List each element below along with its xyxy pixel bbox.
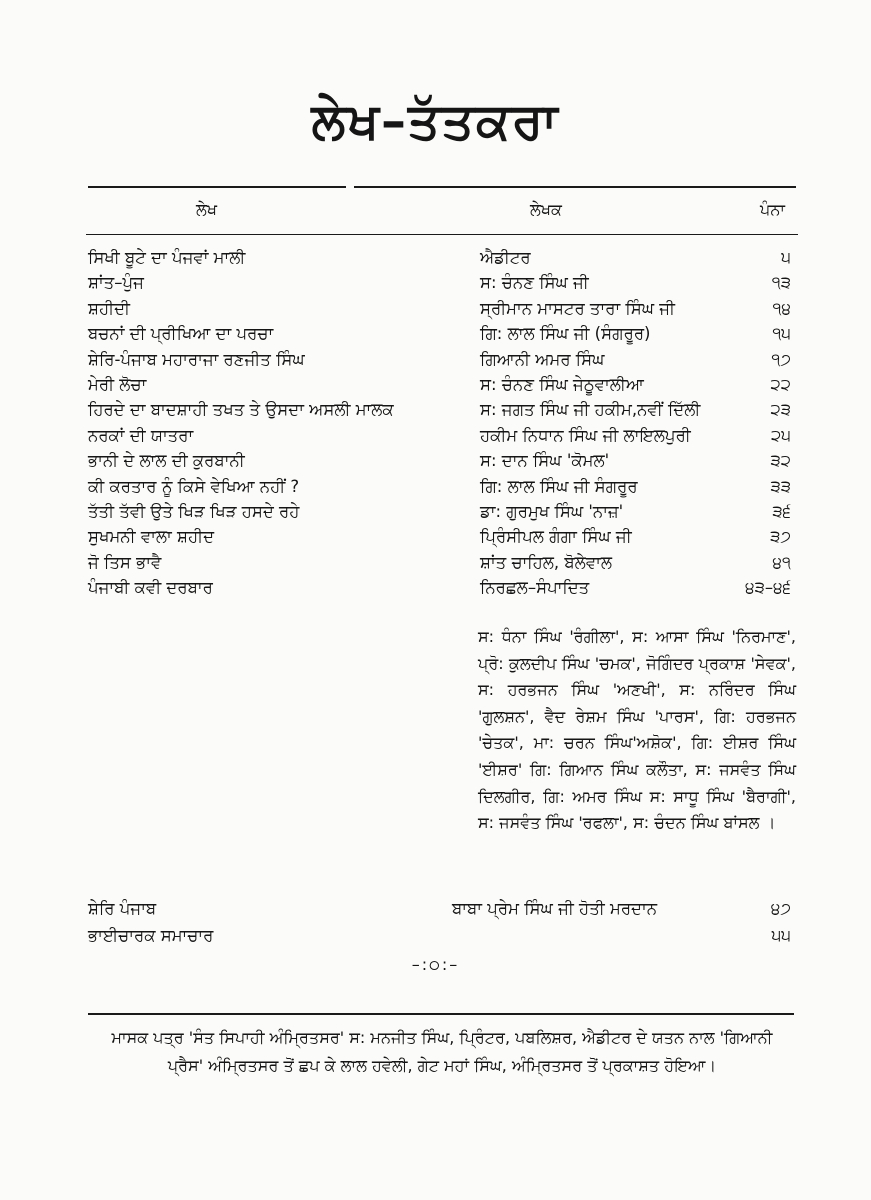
table-row bbox=[0, 372, 871, 397]
row-title: ਭਾਈਚਾਰਕ ਸਮਾਚਾਰ bbox=[88, 926, 214, 945]
table-row bbox=[0, 895, 871, 922]
row-title: ਸ਼ੇਰਿ-ਪੰਜਾਬ ਮਹਾਰਾਜਾ ਰਣਜੀਤ ਸਿੰਘ bbox=[88, 349, 305, 369]
row-page: ੧੪ bbox=[772, 298, 791, 318]
row-author: ਸ: ਦਾਨ ਸਿੰਘ 'ਕੋਮਲ' bbox=[480, 451, 610, 471]
row-author: ਗਿ: ਲਾਲ ਸਿੰਘ ਜੀ ਸੰਗਰੂਰ bbox=[480, 476, 638, 496]
row-author: ਪ੍ਰਿੰਸੀਪਲ ਗੰਗਾ ਸਿੰਘ ਜੀ bbox=[480, 527, 632, 547]
table-row bbox=[0, 474, 871, 499]
row-author: ਗਿਆਨੀ ਅਮਰ ਸਿੰਘ bbox=[480, 349, 605, 369]
row-page: ੩੩ bbox=[770, 476, 791, 496]
row-title: ਤੱਤੀ ਤੱਵੀ ਉਤੇ ਖਿੜ ਖਿੜ ਹਸਦੇ ਰਹੇ bbox=[88, 501, 300, 521]
table-row bbox=[0, 922, 871, 949]
row-title: ਹਿਰਦੇ ਦਾ ਬਾਦਸ਼ਾਹੀ ਤਖਤ ਤੇ ਉਸਦਾ ਅਸਲੀ ਮਾਲਕ bbox=[88, 400, 394, 420]
row-page: ੫ bbox=[781, 248, 791, 267]
top-rule-right bbox=[354, 186, 796, 188]
row-author: ਸ: ਚੰਨਣ ਸਿੰਘ ਜੇਠੂਵਾਲੀਆ bbox=[480, 374, 644, 394]
row-title: ਨਰਕਾਂ ਦੀ ਯਾਤਰਾ bbox=[88, 425, 194, 445]
footer-rule bbox=[88, 1013, 794, 1015]
table-row bbox=[0, 321, 871, 346]
row-title: ਸ਼ਹੀਦੀ bbox=[88, 298, 130, 318]
row-title: ਮੇਰੀ ਲੋਚਾ bbox=[88, 374, 147, 394]
row-page: ੩੭ bbox=[770, 527, 791, 547]
row-page: ੩੨ bbox=[770, 451, 791, 471]
contents-table-continued bbox=[0, 895, 871, 949]
row-author: ਡਾ: ਗੁਰਮੁਖ ਸਿੰਘ 'ਨਾਜ਼' bbox=[480, 501, 624, 521]
row-title: ਬਚਨਾਂ ਦੀ ਪ੍ਰੀਖਿਆ ਦਾ ਪਰਚਾ bbox=[88, 324, 274, 344]
row-author: ਸ: ਜਗਤ ਸਿੰਘ ਜੀ ਹਕੀਮ,ਨਵੀਂ ਦਿੱਲੀ bbox=[480, 400, 701, 420]
table-row bbox=[0, 423, 871, 448]
row-author: ਐਡੀਟਰ bbox=[480, 248, 531, 267]
row-page: ੧੫ bbox=[772, 324, 791, 344]
row-title: ਭਾਨੀ ਦੇ ਲਾਲ ਦੀ ਕੁਰਬਾਨੀ bbox=[88, 451, 245, 471]
page-title: ਲੇਖ–ਤੱਤਕਰਾ bbox=[311, 92, 560, 150]
row-author: ਸ੍ਰੀਮਾਨ ਮਾਸਟਰ ਤਾਰਾ ਸਿੰਘ ਜੀ bbox=[480, 298, 675, 318]
top-rule-left bbox=[88, 186, 346, 188]
table-row bbox=[0, 524, 871, 549]
table-row bbox=[0, 448, 871, 473]
row-author: ਸ: ਚੰਨਣ ਸਿੰਘ ਜੀ bbox=[480, 273, 589, 293]
section-divider: –:੦:– bbox=[411, 955, 460, 974]
row-page: ੨੩ bbox=[770, 400, 791, 420]
table-row bbox=[0, 499, 871, 524]
contents-table bbox=[0, 245, 871, 600]
row-page: ੧੩ bbox=[771, 273, 791, 293]
poets-list: ਸ: ਧੰਨਾ ਸਿੰਘ 'ਰੰਗੀਲਾ', ਸ: ਆਸਾ ਸਿੰਘ 'ਨਿਰਮਾਣ', ਪ੍ਰੋ: ਕੁਲਦੀਪ ਸਿੰਘ 'ਚਮਕ', ਜੋਗਿੰਦਰ ਪ੍ਰਕਾਸ਼ 'ਸੇਵਕ', ਸ: ਹਰਭਜਨ ਸਿੰਘ 'ਅਣਖੀ', ਸ: ਨਰਿੰਦਰ ਸਿੰਘ 'ਗੁਲਸ਼ਨ', ਵੈਦ ਰੇਸ਼ਮ ਸਿੰਘ 'ਪਾਰਸ', ਗਿ: ਹਰਭਜਨ 'ਚੇਤਕ', ਮਾ: ਚਰਨ ਸਿੰਘ'ਅਸ਼ੋਕ', ਗਿ: ਈਸ਼ਰ ਸਿੰਘ 'ਈਸ਼ਰ' ਗਿ: ਗਿਆਨ ਸਿੰਘ ਕਲੌਤਾ, ਸ: ਜਸਵੰਤ ਸਿੰਘ ਦਿਲਗੀਰ, ਗਿ: ਅਮਰ ਸਿੰਘ ਸ: ਸਾਧੂ ਸਿੰਘ 'ਬੈਰਾਗੀ', ਸ: ਜਸਵੰਤ ਸਿੰਘ 'ਰਫਲਾ', ਸ: ਚੰਦਨ ਸਿੰਘ ਬਾਂਸਲ । bbox=[478, 627, 796, 833]
column-header-page: ਪੰਨਾ bbox=[760, 200, 785, 219]
row-page: ੧੭ bbox=[771, 349, 791, 369]
row-page: ੪੭ bbox=[770, 899, 791, 918]
row-page: ੪੧ bbox=[772, 552, 791, 572]
column-header-author: ਲੇਖਕ bbox=[530, 200, 562, 219]
row-title: ਸ਼ਾਂਤ–ਪੁੰਜ bbox=[88, 273, 144, 293]
row-author: ਬਾਬਾ ਪ੍ਰੇਮ ਸਿੰਘ ਜੀ ਹੋਤੀ ਮਰਦਾਨ bbox=[452, 899, 658, 918]
table-row bbox=[0, 296, 871, 321]
row-page: ੪੩–੪੬ bbox=[745, 578, 791, 598]
row-title: ਸਿਖੀ ਬੂਟੇ ਦਾ ਪੰਜਵਾਂ ਮਾਲੀ bbox=[88, 248, 246, 267]
table-row bbox=[0, 270, 871, 295]
row-page: ੩੬ bbox=[772, 501, 791, 521]
row-title: ਜੋ ਤਿਸ ਭਾਵੈ bbox=[88, 552, 162, 572]
row-title: ਸੁਖਮਨੀ ਵਾਲਾ ਸ਼ਹੀਦ bbox=[88, 527, 215, 547]
table-row bbox=[0, 575, 871, 600]
row-page: ੫੫ bbox=[771, 926, 791, 945]
row-author: ਸ਼ਾਂਤ ਚਾਹਿਲ, ਬੋਲੇਵਾਲ bbox=[480, 552, 613, 572]
table-row bbox=[0, 550, 871, 575]
table-row bbox=[0, 397, 871, 422]
column-header-article: ਲੇਖ bbox=[196, 200, 217, 219]
row-title: ਕੀ ਕਰਤਾਰ ਨੂੰ ਕਿਸੇ ਵੇਖਿਆ ਨਹੀਂ ? bbox=[88, 476, 300, 496]
header-rule bbox=[86, 234, 798, 235]
row-author: ਨਿਰਛਲ–ਸੰਪਾਦਿਤ bbox=[480, 578, 590, 598]
row-title: ਸ਼ੇਰਿ ਪੰਜਾਬ bbox=[88, 899, 157, 918]
row-page: ੨੫ bbox=[771, 425, 791, 445]
publication-footer: ਮਾਸਕ ਪਤ੍ਰ 'ਸੰਤ ਸਿਪਾਹੀ ਅੰਮ੍ਰਿਤਸਰ' ਸ: ਮਨਜੀਤ ਸਿੰਘ, ਪ੍ਰਿੰਟਰ, ਪਬਲਿਸ਼ਰ, ਐਡੀਟਰ ਦੇ ਯਤਨ ਨਾਲ 'ਗਿਆਨੀ ਪ੍ਰੈਸ' ਅੰਮ੍ਰਿਤਸਰ ਤੋਂ ਛਪ ਕੇ ਲਾਲ ਹਵੇਲੀ, ਗੇਟ ਮਹਾਂ ਸਿੰਘ, ਅੰਮ੍ਰਿਤਸਰ ਤੋਂ ਪ੍ਰਕਾਸ਼ਤ ਹੋਇਆ। bbox=[111, 1028, 773, 1075]
row-author: ਗਿ: ਲਾਲ ਸਿੰਘ ਜੀ (ਸੰਗਰੂਰ) bbox=[480, 324, 651, 344]
row-title: ਪੰਜਾਬੀ ਕਵੀ ਦਰਬਾਰ bbox=[88, 578, 213, 598]
table-row bbox=[0, 347, 871, 372]
row-author: ਹਕੀਮ ਨਿਧਾਨ ਸਿੰਘ ਜੀ ਲਾਇਲਪੁਰੀ bbox=[480, 425, 691, 445]
table-row bbox=[0, 245, 871, 270]
row-page: ੨੨ bbox=[770, 374, 791, 394]
